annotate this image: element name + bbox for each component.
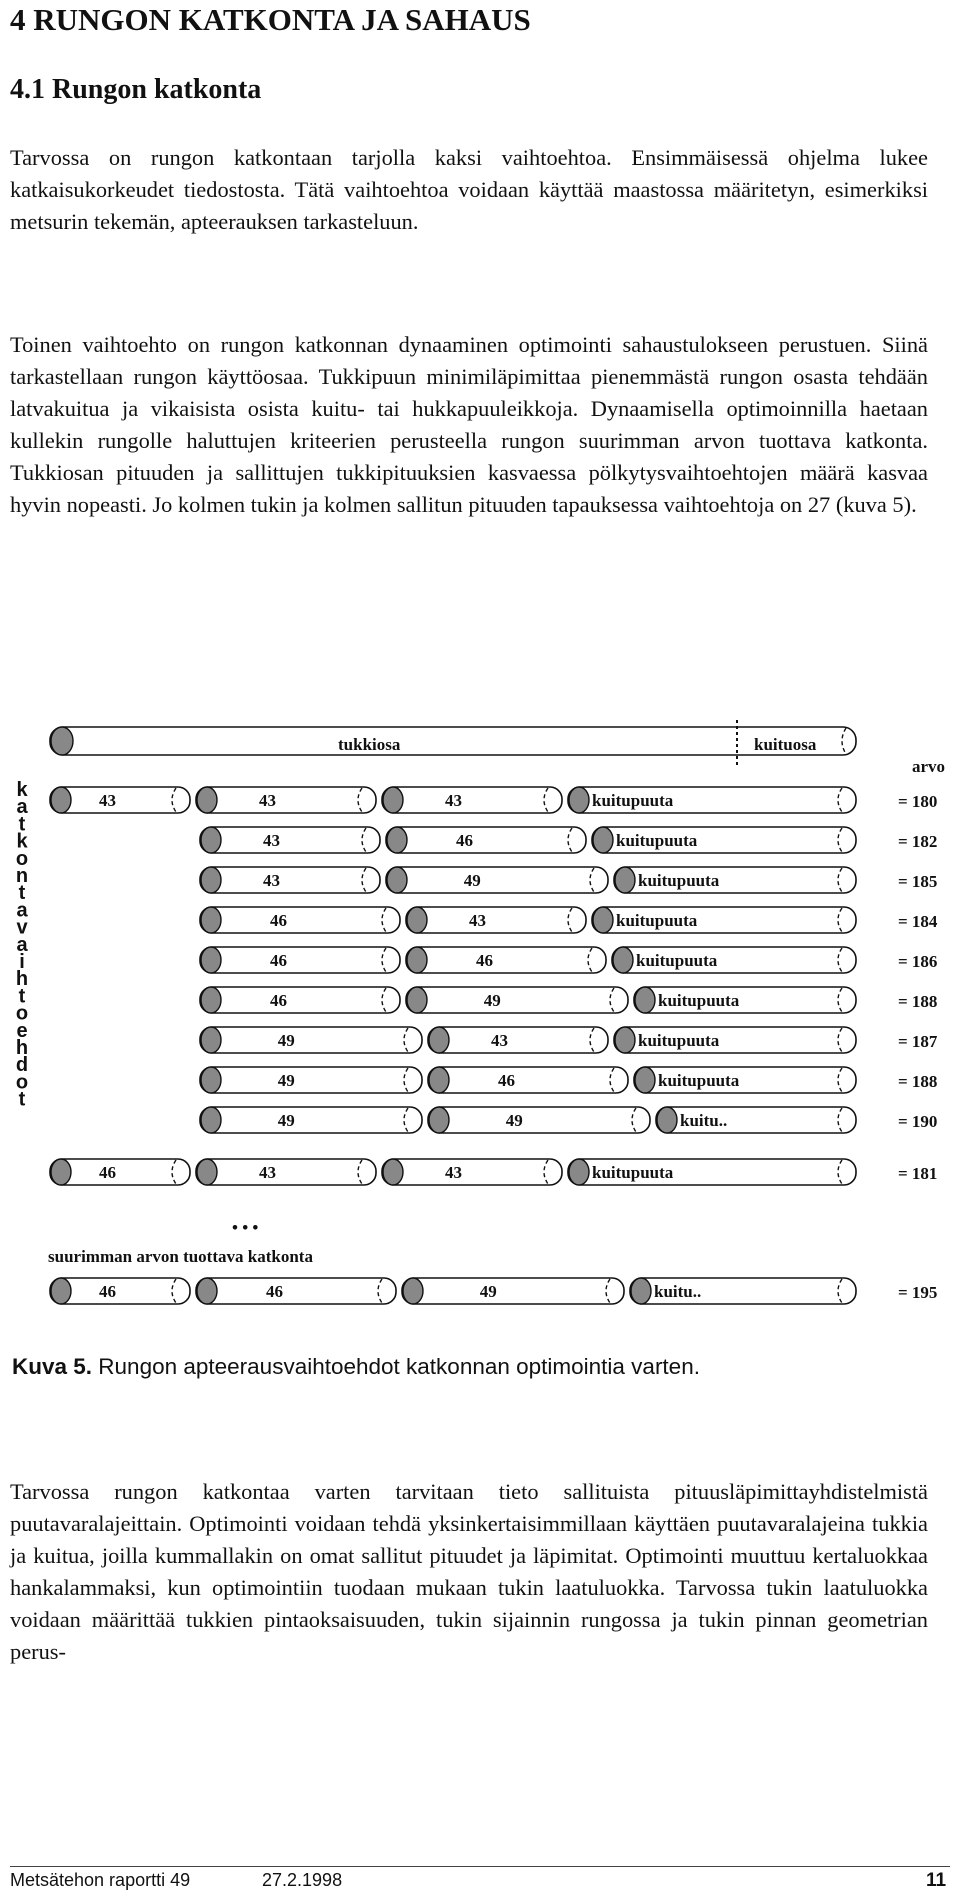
side-letter: h xyxy=(15,968,29,991)
pulp-label: kuitupuuta xyxy=(636,951,718,970)
bucking-alternatives-figure xyxy=(0,700,960,1340)
side-letter: o xyxy=(15,847,29,870)
footer-rule xyxy=(10,1866,950,1867)
log-segment xyxy=(568,787,856,813)
log-segment xyxy=(386,867,608,893)
alternative-row xyxy=(200,987,937,1013)
caption-text: Rungon apteerausvaihtoehdot katkonnan optimointia varten. xyxy=(92,1354,700,1379)
pulp-label: kuitupuuta xyxy=(616,911,698,930)
log-segment xyxy=(386,827,586,853)
pulp-label: kuitupuuta xyxy=(658,991,740,1010)
row-value: = 195 xyxy=(898,1283,938,1302)
best-bucking-row xyxy=(50,1278,937,1304)
row-value: = 184 xyxy=(898,912,938,931)
log-segment xyxy=(656,1107,856,1133)
side-letter: o xyxy=(15,1071,29,1094)
log-diameter-label: 46 xyxy=(99,1163,116,1182)
log-segment xyxy=(630,1278,856,1304)
log-segment xyxy=(406,987,628,1013)
log-diameter-label: 43 xyxy=(263,871,280,890)
paragraph-optimization: Toinen vaihtoehto on rungon katkonnan dynaaminen optimointi sahaustulokseen perustuen. Siinä tarkastellaan rungon käyttöosaa. Tukkipuun minimiläpimittaa pienemmästä rungon osasta tehdään latvakuitua ja vikaisista osista kuitu- tai hukkapuuleikkoja. Dynaamisella optimoinnilla haetaan kullekin rungolle haluttujen kriteerien perusteella rungon suurimman arvon tuottava katkonta. Tukkiosan pituuden ja sallittujen tukkipituuksien kasvaessa pölkytysvaihtoehtojen määrä kasvaa hyvin nopeasti. Jo kolmen tukin ja kolmen sallitun pituuden tapauksessa vaihtoehtoja on 27 (kuva 5). xyxy=(10,332,928,517)
log-diameter-label: 46 xyxy=(476,951,493,970)
log-segment xyxy=(428,1107,650,1133)
log-segment xyxy=(50,1278,190,1304)
pulp-label: kuitupuuta xyxy=(638,1031,720,1050)
log-diameter-label: 49 xyxy=(483,991,501,1010)
log-segment xyxy=(200,1027,422,1053)
value-header: arvo xyxy=(912,757,946,776)
best-label: suurimman arvon tuottava katkonta xyxy=(48,1247,313,1266)
row-value: = 180 xyxy=(898,792,938,811)
section-heading: 4.1 Rungon katkonta xyxy=(10,74,262,105)
side-letter: d xyxy=(15,1054,29,1077)
alternative-row xyxy=(200,907,938,933)
log-diameter-label: 43 xyxy=(469,911,486,930)
row-value: = 185 xyxy=(898,872,938,891)
pulp-label: kuitupuuta xyxy=(592,791,674,810)
pulp-label: kuitupuuta xyxy=(592,1163,674,1182)
ellipsis: • • • xyxy=(232,1218,259,1237)
alternative-row xyxy=(200,1027,938,1053)
log-diameter-label: 46 xyxy=(270,951,287,970)
log-segment xyxy=(200,827,380,853)
log-diameter-label: 46 xyxy=(456,831,473,850)
log-segment xyxy=(614,1027,856,1053)
log-diameter-label: 49 xyxy=(479,1282,497,1301)
log-segment xyxy=(382,1159,562,1185)
log-segment xyxy=(406,947,606,973)
footer-date: 27.2.1998 xyxy=(262,1870,343,1890)
alternative-row xyxy=(200,827,937,853)
log-diameter-label: 46 xyxy=(99,1282,116,1301)
row-value: = 187 xyxy=(898,1032,938,1051)
caption-label: Kuva 5. xyxy=(12,1354,93,1379)
alternative-row xyxy=(200,1107,937,1133)
pulp-label: kuitupuuta xyxy=(616,831,698,850)
side-letter: k xyxy=(16,830,28,853)
pulp-label: kuitu.. xyxy=(654,1282,702,1301)
side-letter: t xyxy=(18,985,26,1008)
alternative-row xyxy=(50,787,937,813)
log-segment xyxy=(568,1159,856,1185)
page-number: 11 xyxy=(926,1870,947,1891)
paragraph-requirements: Tarvossa rungon katkontaa varten tarvitaan tieto sallituista pituusläpimittayhdistelmistä puutavaralajeittain. Optimointi voidaan tehdä yksinkertaisimmillaan käyttäen puutavaralajeina tukkia ja kuitua, joilla kummallakin on omat sallitut pituudet ja läpimitat. Optimointi muuttuu kertaluokkaa hankalammaksi, kun optimointiin tuodaan mukaan tukin laatuluokka. Tarvossa tukin laatuluokka voidaan määrittää tukkien pintaoksaisuuden, tukin sijainnin rungossa ja tukin pinnan geometrian perus- xyxy=(10,1479,928,1664)
pulp-label: kuitupuuta xyxy=(638,871,720,890)
row-value: = 186 xyxy=(898,952,938,971)
side-letter: t xyxy=(18,882,26,905)
pulp-label: kuitupuuta xyxy=(658,1071,740,1090)
log-segment xyxy=(592,827,856,853)
side-letter: o xyxy=(15,1002,29,1025)
side-vertical-label xyxy=(16,779,29,1111)
log-diameter-label: 49 xyxy=(277,1071,295,1090)
log-diameter-label: 43 xyxy=(491,1031,508,1050)
log-segment xyxy=(406,907,586,933)
log-diameter-label: 43 xyxy=(99,791,116,810)
alternative-row xyxy=(200,1067,937,1093)
pulp-part-label: kuituosa xyxy=(754,735,817,754)
log-segment xyxy=(200,1107,422,1133)
log-segment xyxy=(196,1159,376,1185)
log-diameter-label: 43 xyxy=(445,791,462,810)
side-letter: a xyxy=(16,796,28,819)
side-letter: a xyxy=(16,933,28,956)
log-segment xyxy=(200,1067,422,1093)
side-letter: h xyxy=(15,1037,29,1059)
alternative-row xyxy=(50,1159,937,1185)
saw-part-label: tukkiosa xyxy=(338,735,401,754)
log-diameter-label: 43 xyxy=(259,791,276,810)
row-value: = 188 xyxy=(898,992,938,1011)
log-diameter-label: 49 xyxy=(277,1111,295,1130)
alternatives-rows xyxy=(50,787,938,1185)
log-segment xyxy=(428,1067,628,1093)
row-value: = 181 xyxy=(898,1164,938,1183)
log-segment xyxy=(614,867,856,893)
side-letter: t xyxy=(18,813,26,836)
side-letter: i xyxy=(19,951,25,973)
log-diameter-label: 46 xyxy=(266,1282,283,1301)
log-diameter-label: 43 xyxy=(263,831,280,850)
log-segment xyxy=(50,1159,190,1185)
row-value: = 188 xyxy=(898,1072,938,1091)
log-segment xyxy=(382,787,562,813)
side-letter: k xyxy=(16,779,28,801)
alternative-row xyxy=(200,867,937,893)
row-value: = 182 xyxy=(898,832,938,851)
row-value: = 190 xyxy=(898,1112,938,1131)
log-diameter-label: 43 xyxy=(259,1163,276,1182)
log-segment xyxy=(592,907,856,933)
log-segment xyxy=(402,1278,624,1304)
side-letter: t xyxy=(18,1088,26,1111)
side-letter: a xyxy=(16,899,28,922)
log-segment xyxy=(634,987,856,1013)
log-diameter-label: 49 xyxy=(505,1111,523,1130)
log-segment xyxy=(612,947,856,973)
log-segment xyxy=(428,1027,608,1053)
paragraph-intro: Tarvossa on rungon katkontaan tarjolla kaksi vaihtoehtoa. Ensimmäisessä ohjelma lukee katkaisukorkeudet tiedostosta. Tätä vaihtoehtoa voidaan käyttää maastossa määritetyn, esimerkiksi metsurin tekemän, apteerauksen tarkasteluun. xyxy=(10,145,928,234)
chapter-heading: 4 RUNGON KATKONTA JA SAHAUS xyxy=(10,2,531,37)
log-diameter-label: 43 xyxy=(445,1163,462,1182)
side-letter: e xyxy=(16,1019,28,1042)
log-diameter-label: 49 xyxy=(277,1031,295,1050)
log-segment xyxy=(196,787,376,813)
log-segment xyxy=(200,947,400,973)
log-diameter-label: 49 xyxy=(463,871,481,890)
log-segment xyxy=(50,787,190,813)
footer-publication: Metsätehon raportti 49 xyxy=(10,1870,191,1890)
log-segment xyxy=(200,987,400,1013)
log-diameter-label: 46 xyxy=(498,1071,515,1090)
pulp-label: kuitu.. xyxy=(680,1111,728,1130)
alternative-row xyxy=(200,947,937,973)
side-letter: v xyxy=(16,916,28,939)
log-segment xyxy=(634,1067,856,1093)
log-segment xyxy=(200,907,400,933)
log-diameter-label: 46 xyxy=(270,911,287,930)
stem-log xyxy=(50,720,856,766)
figure-caption xyxy=(12,1354,700,1380)
side-letter: n xyxy=(15,865,29,887)
log-diameter-label: 46 xyxy=(270,991,287,1010)
log-segment xyxy=(200,867,380,893)
log-segment xyxy=(196,1278,396,1304)
